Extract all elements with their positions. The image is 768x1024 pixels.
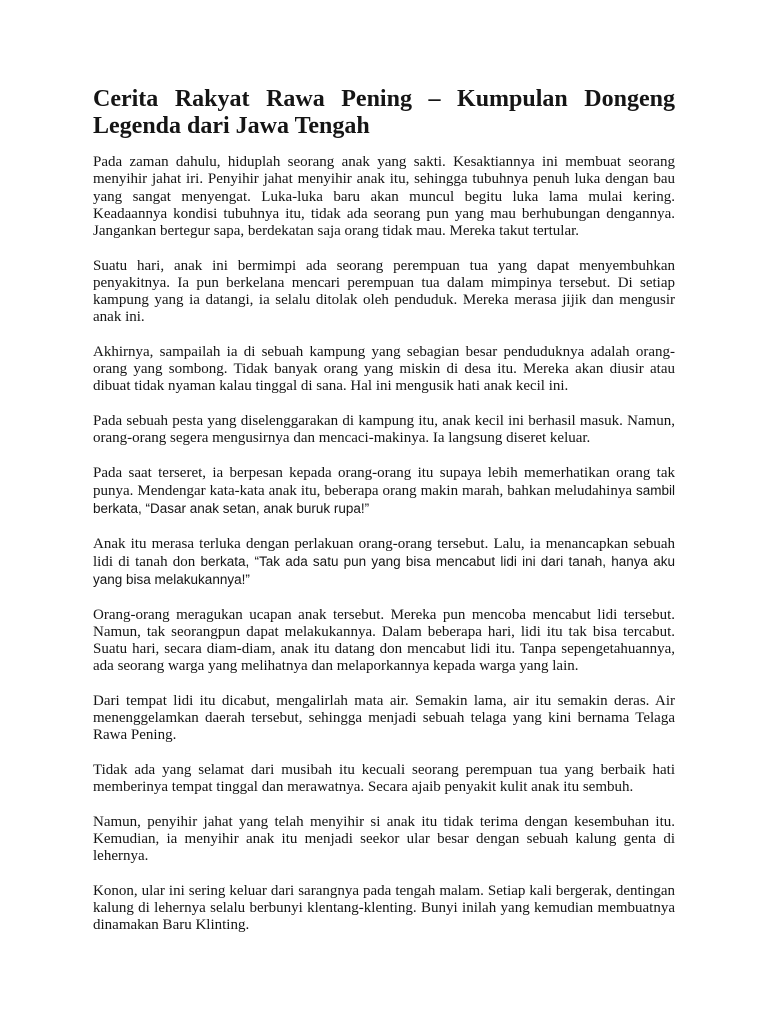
paragraph: Pada sebuah pesta yang diselenggarakan di kampung itu, anak kecil ini berhasil masuk. Namun, orang-orang segera mengusirnya dan mencaci-makinya. Ia langsung diseret keluar. bbox=[93, 412, 675, 446]
paragraph-quote: sambil berkata, “Dasar anak setan, anak buruk rupa!” bbox=[93, 482, 675, 516]
paragraph: Suatu hari, anak ini bermimpi ada seorang perempuan tua yang dapat menyembuhkan penyakitnya. Ia pun berkelana mencari perempuan tua dalam mimpinya tersebut. Di setiap kampung yang ia datangi, ia selalu ditolak oleh penduduk. Mereka merasa jijik dan mengusir anak ini. bbox=[93, 257, 675, 326]
paragraph bbox=[93, 465, 675, 519]
paragraph-quote: berkata, “Tak ada satu pun yang bisa mencabut lidi ini dari tanah, hanya aku yang bisa melakukannya!” bbox=[93, 553, 676, 587]
paragraph: Konon, ular ini sering keluar dari sarangnya pada tengah malam. Setiap kali bergerak, dentingan kalung di lehernya selalu berbunyi klentang-klenting. Bunyi inilah yang kemudian membuatnya dinamakan Baru Klinting. bbox=[93, 882, 675, 933]
paragraph: Namun, penyihir jahat yang telah menyihir si anak itu tidak terima dengan kesembuhan itu. Kemudian, ia menyihir anak itu menjadi seekor ular besar dengan sebuah kalung genta di lehernya. bbox=[93, 813, 675, 864]
paragraph-text: Anak itu merasa terluka dengan perlakuan orang-orang tersebut. Lalu, ia menancapkan sebuah lidi di tanah don bbox=[93, 535, 675, 570]
paragraph: Orang-orang meragukan ucapan anak tersebut. Mereka pun mencoba mencabut lidi tersebut. Namun, tak seorangpun dapat melakukannya. Dalam beberapa hari, lidi itu tak bisa tercabut. Suatu hari, secara diam-diam, anak itu datang don mencabut lidi itu. Tanpa sepengetahuannya, ada seorang warga yang melihatnya dan melaporkannya kepada warga yang lain. bbox=[93, 606, 675, 675]
paragraph-text: Pada saat terseret, ia berpesan kepada orang-orang itu supaya lebih memerhatikan orang tak punya. Mendengar kata-kata anak itu, beberapa orang makin marah, bahkan meludahinya bbox=[93, 464, 675, 499]
paragraph: Tidak ada yang selamat dari musibah itu kecuali seorang perempuan tua yang berbaik hati memberinya tempat tinggal dan merawatnya. Secara ajaib penyakit kulit anak itu sembuh. bbox=[93, 761, 675, 795]
paragraph: Dari tempat lidi itu dicabut, mengalirlah mata air. Semakin lama, air itu semakin deras. Air menenggelamkan daerah tersebut, sehingga menjadi sebuah telaga yang kini bernama Telaga Rawa Pening. bbox=[93, 692, 675, 744]
paragraph bbox=[93, 536, 675, 590]
document-title: Cerita Rakyat Rawa Pening – Kumpulan Dongeng Legenda dari Jawa Tengah bbox=[93, 86, 675, 139]
paragraph: Pada zaman dahulu, hiduplah seorang anak yang sakti. Kesaktiannya ini membuat seorang menyihir jahat iri. Penyihir jahat menyihir anak itu, sehingga tubuhnya penuh luka dengan bau yang sangat menyengat. Luka-luka baru akan muncul begitu luka lama mulai kering. Keadaannya kondisi tubuhnya itu, tidak ada seorang pun yang mau berhubungan dengannya. Jangankan bertegur sapa, berdekatan saja orang tidak mau. Mereka takut tertular. bbox=[93, 154, 675, 239]
paragraph: Akhirnya, sampailah ia di sebuah kampung yang sebagian besar penduduknya adalah orang-orang yang sombong. Tidak banyak orang yang miskin di desa itu. Mereka akan diusir atau dibuat tidak nyaman kalau tinggal di sana. Hal ini mengusik hati anak kecil ini. bbox=[93, 343, 675, 395]
